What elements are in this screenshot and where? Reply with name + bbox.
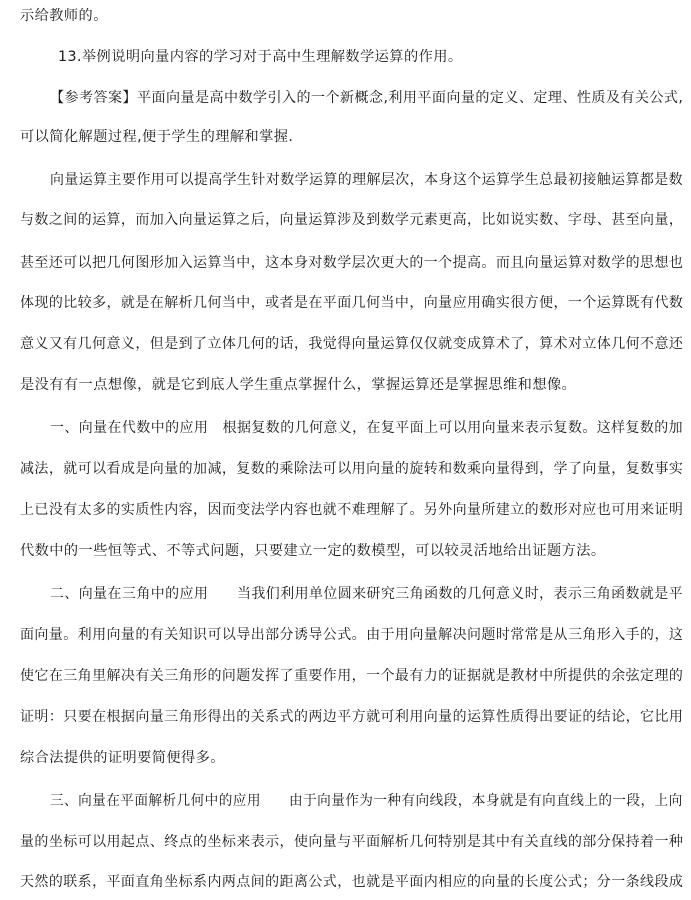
answer-line-1: 【参考答案】平面向量是高中数学引入的一个新概念,利用平面向量的定义、定理、性质及有关公式, — [50, 90, 684, 106]
section-2-line-4: 证明：只要在根据向量三角形得出的关系式的两边平方就可利用向量的运算性质得出要证的结论，它比用 — [20, 709, 684, 725]
section-3-line-3: 天然的联系，平面直角坐标系内两点间的距离公式，也就是平面内相应的向量的长度公式；分一条线段成 — [20, 874, 684, 890]
paragraph-1-line-2: 与数之间的运算，而加入向量运算之后，向量运算涉及到数学元素更高，比如说实数、字母、甚至向量， — [20, 212, 684, 228]
paragraph-1-line-1: 向量运算主要作用可以提高学生针对数学运算的理解层次，本身这个运算学生总最初接触运算都是数 — [50, 172, 684, 188]
paragraph-1-line-3: 甚至还可以把几何图形加入运算当中，这本身对数学层次更大的一个提高。而且向量运算对数学的思想也 — [20, 255, 684, 271]
section-1-line-3: 上已没有太多的实质性内容，因而变法学内容也就不难理解了。另外向量所建立的数形对应也可用来证明 — [20, 502, 684, 518]
section-1-line-1: 一、向量在代数中的应用 根据复数的几何意义，在复平面上可以用向量来表示复数。这样复数的加 — [50, 420, 684, 436]
section-2-line-2: 面向量。利用向量的有关知识可以导出部分诱导公式。由于用向量解决问题时常常是从三角形入手的，这 — [20, 627, 684, 643]
text-line-1: 示给教师的。 — [20, 8, 108, 24]
section-1-line-2: 减法，就可以看成是向量的加减，复数的乘除法可以用向量的旋转和数乘向量得到，学了向量，复数事实 — [20, 461, 684, 477]
section-2-line-3: 使它在三角里解决有关三角形的问题发挥了重要作用，一个最有力的证据就是教材中所提供的余弦定理的 — [20, 668, 684, 684]
section-3-line-1: 三、向量在平面解析几何中的应用 由于向量作为一种有向线段，本身就是有向直线上的一段，上向 — [50, 793, 683, 809]
section-3-line-2: 量的坐标可以用起点、终点的坐标来表示，使向量与平面解析几何特别是其中有关直线的部分保持着一种 — [20, 834, 684, 850]
section-2-line-1: 二、向量在三角中的应用 当我们利用单位圆来研究三角函数的几何意义时，表示三角函数就是平 — [50, 586, 684, 602]
section-2-line-5: 综合法提供的证明要简便得多。 — [20, 750, 225, 766]
paragraph-1-line-5: 意义又有几何意义，但是到了立体几何的话，我觉得向量运算仅仅就变成算术了，算术对立体几何不意还 — [20, 336, 684, 352]
paragraph-1-line-4: 体现的比较多，就是在解析几何当中，或者是在平面几何当中，向量应用确实很方便，一个运算既有代数 — [20, 295, 684, 311]
paragraph-1-line-6: 是没有有一点想像，就是它到底人学生重点掌握什么，掌握运算还是掌握思维和想像。 — [20, 377, 577, 393]
section-1-line-4: 代数中的一些恒等式、不等式问题，只要建立一定的数模型，可以较灵活地给出证题方法。 — [20, 543, 606, 559]
answer-line-2: 可以简化解题过程,便于学生的理解和掌握. — [20, 129, 294, 145]
question-13-heading: 13.举例说明向量内容的学习对于高中生理解数学运算的作用。 — [58, 49, 463, 65]
